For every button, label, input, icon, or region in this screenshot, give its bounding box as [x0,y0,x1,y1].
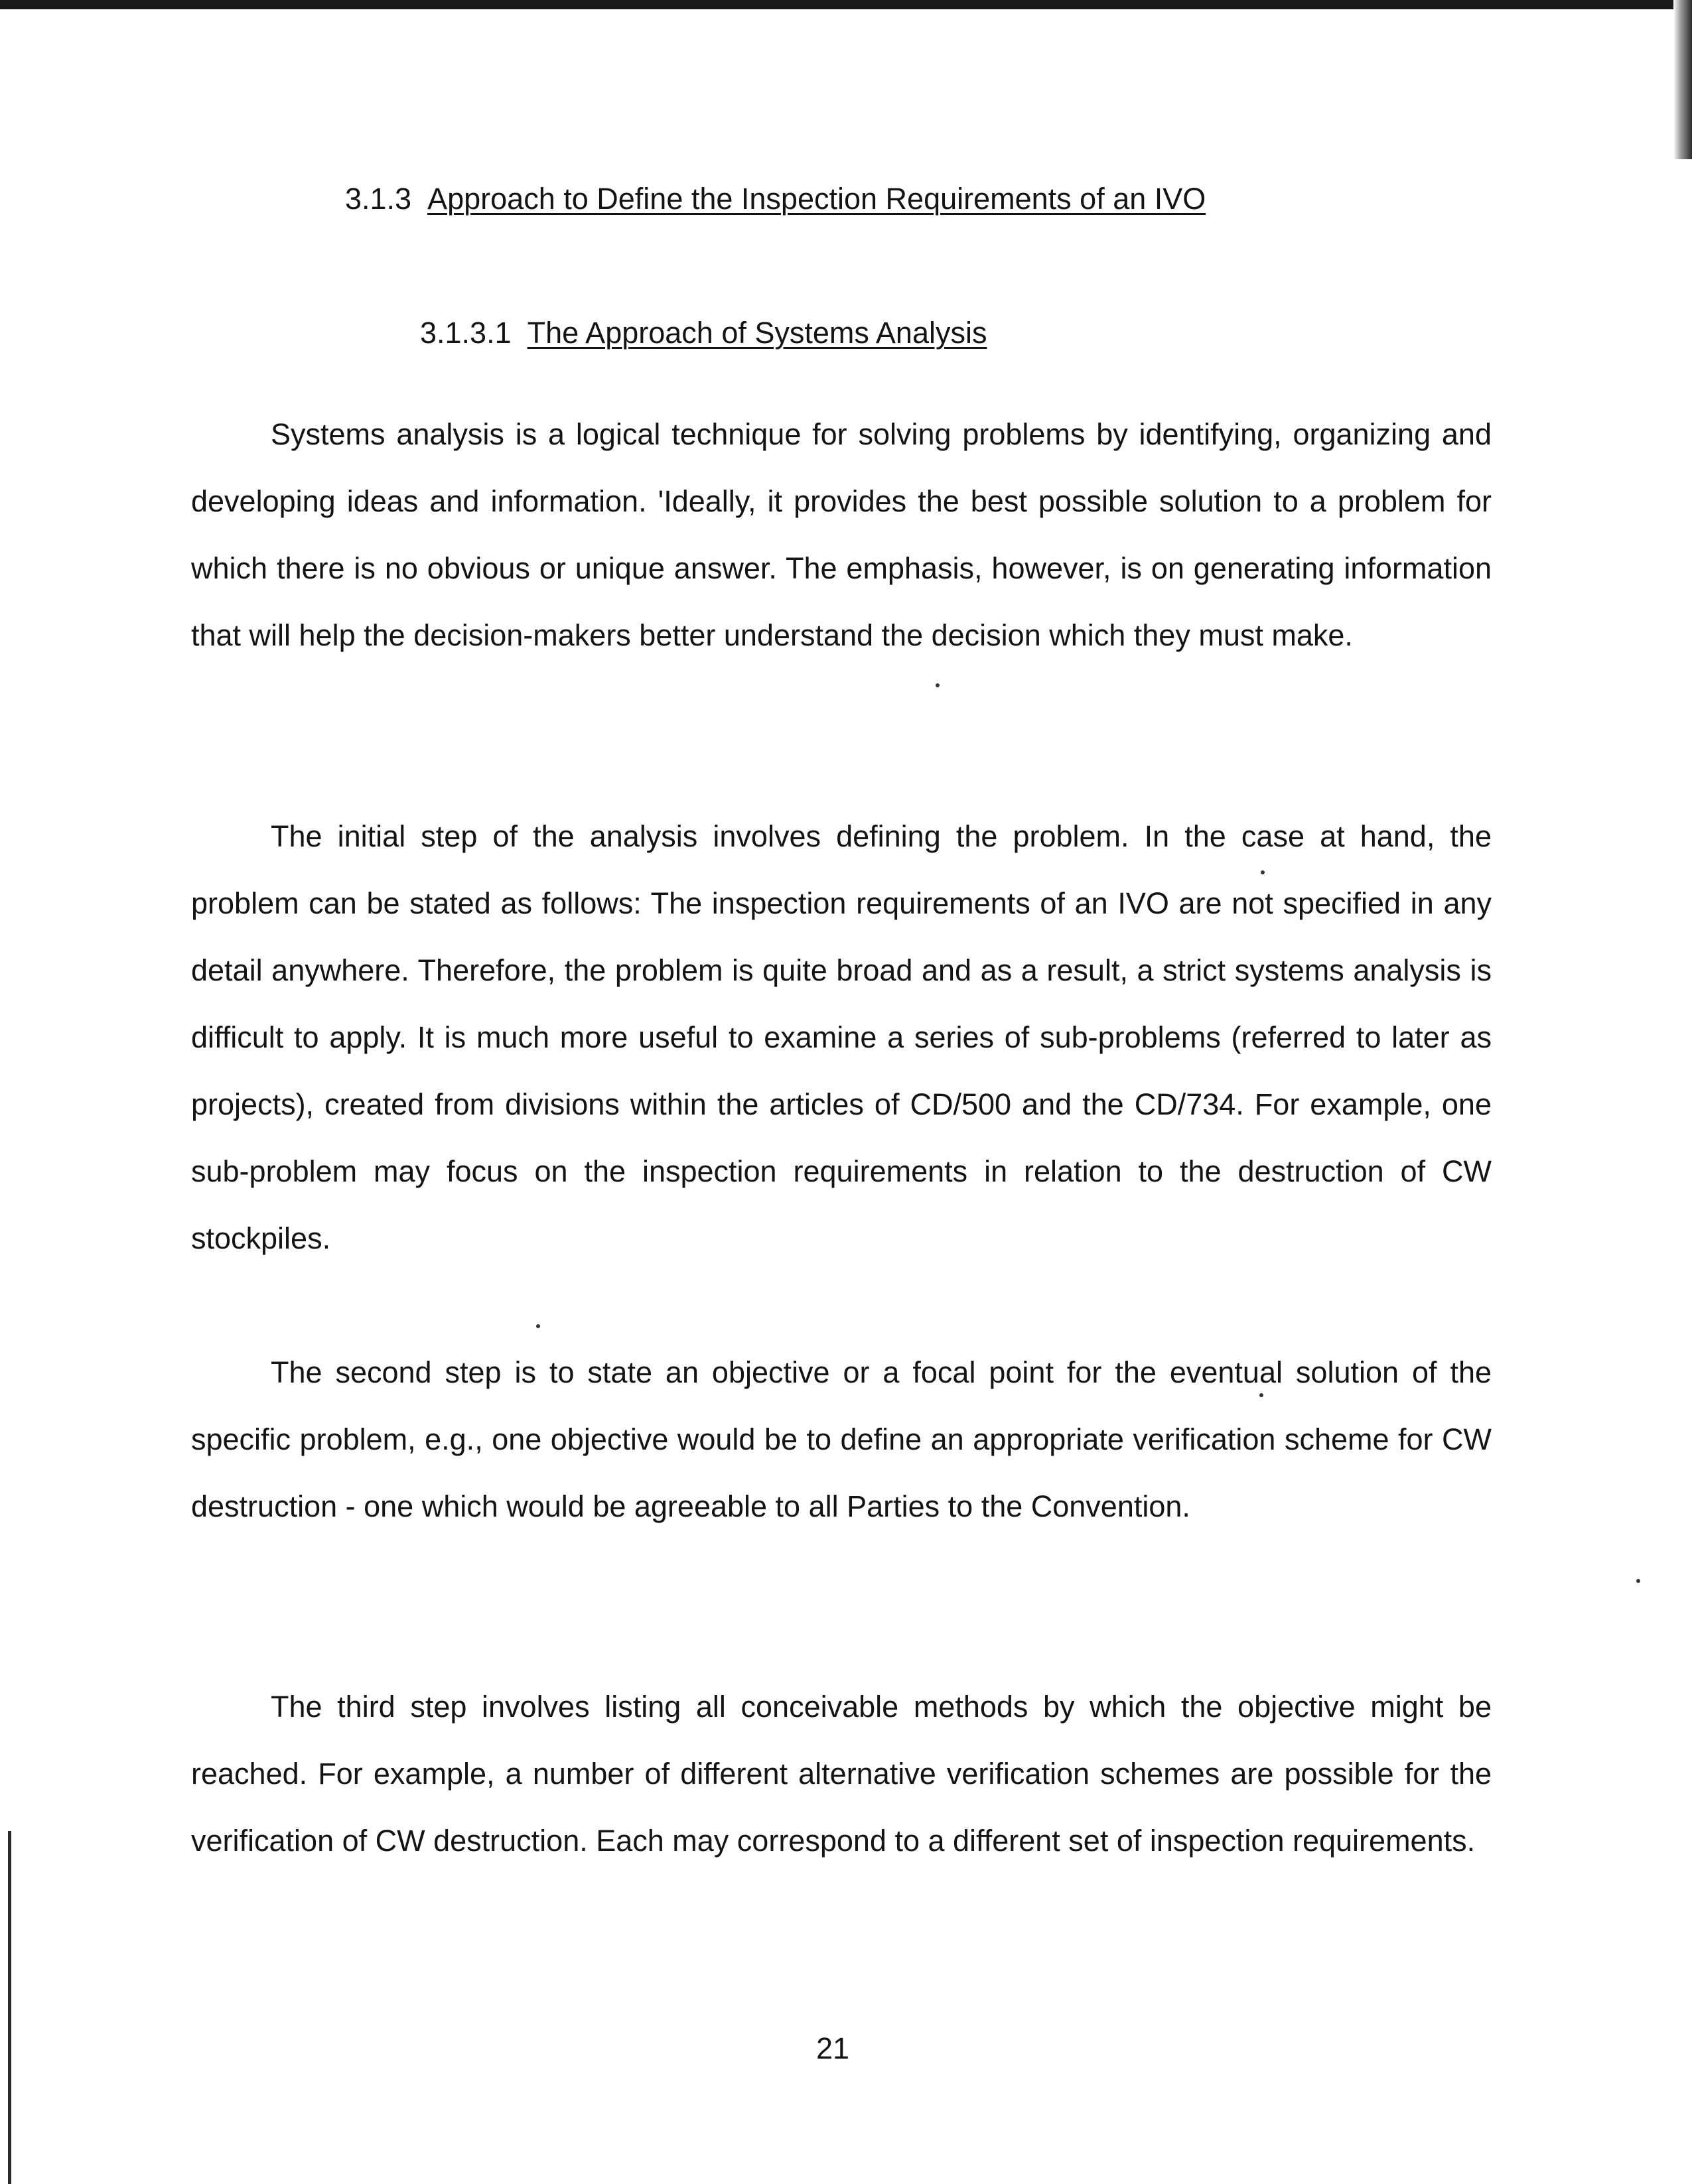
section-heading [345,179,1206,219]
paragraph-third-step: The third step involves listing all conceivable methods by which the objective might be reached. For example, a number of different alternative verification schemes are possible for the verification of CW destruction. Each may correspond to a different set of inspection requirements. [191,1690,1492,1858]
subsection-title: The Approach of Systems Analysis [527,316,987,350]
scan-top-edge [0,0,1692,9]
scan-right-edge [1673,0,1692,159]
subsection-number: 3.1.3.1 [420,316,512,350]
paragraph-initial-step: The initial step of the analysis involves defining the problem. In the case at hand, the problem can be stated as follows: The inspection requirements of an IVO are not specified in any detail anywhere. Therefore, the problem is quite broad and as a result, a strict systems analysis is difficult to apply. It is much more useful to examine a series of sub-problems (referred to later as projects), created from divisions within the articles of CD/500 and the CD/734. For example, one sub-problem may focus on the inspection requirements in relation to the destruction of CW stockpiles. [191,819,1492,1255]
paragraph-systems-analysis: Systems analysis is a logical technique for solving problems by identifying, organizing and developing ideas and information. 'Ideally, it provides the best possible solution to a problem for which there is no obvious or unique answer. The emphasis, however, is on generating information that will help the decision-makers better understand the decision which they must make. [191,417,1492,652]
paragraph-second-step: The second step is to state an objective or a focal point for the eventual solution of the specific problem, e.g., one objective would be to define an appropriate verification scheme for CW destruction - one which would be agreeable to all Parties to the Convention. [191,1355,1492,1523]
section-number: 3.1.3 [345,182,412,216]
scan-speck [536,1324,540,1328]
scan-speck [1636,1579,1640,1583]
section-title: Approach to Define the Inspection Requirements of an IVO [427,182,1206,216]
scan-speck [936,683,940,687]
scan-left-mark [8,1831,11,2184]
scan-speck [1261,870,1265,874]
scan-speck [1259,1393,1263,1397]
page-number: 21 [816,2031,850,2065]
subsection-heading [420,313,987,353]
